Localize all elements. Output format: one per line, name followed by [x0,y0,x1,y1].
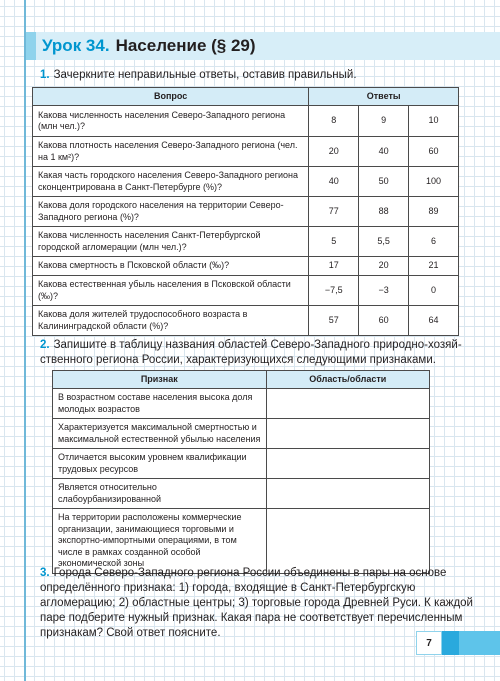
table-row [53,449,430,479]
answer-option[interactable]: −3 [359,276,409,306]
table-row [53,419,430,449]
answer-option[interactable]: 40 [309,167,359,197]
answer-option[interactable]: 50 [359,167,409,197]
table-row [33,106,459,137]
table-row [53,479,430,509]
answer-option[interactable]: 9 [359,106,409,137]
answer-option[interactable]: 6 [409,227,459,257]
table-row [53,509,430,574]
answer-option[interactable]: 77 [309,197,359,227]
sign-cell: Отличается высоким уровнем квалификации трудовых ресурсов [53,449,267,479]
answers-table [32,87,459,336]
answer-option[interactable]: 100 [409,167,459,197]
column-header-answers: Ответы [309,88,459,106]
question-cell: Какова естественная убыль населения в Псковской области (‰)? [33,276,309,306]
sign-cell: Является относительно слабоурбанизированной [53,479,267,509]
lesson-label: Урок 34. [42,36,110,55]
table-row [33,167,459,197]
region-answer-cell[interactable] [266,449,429,479]
answer-option[interactable]: 0 [409,276,459,306]
table-row [33,257,459,276]
question-cell: Какова смертность в Псковской области (‰)? [33,257,309,276]
answer-option[interactable]: 20 [359,257,409,276]
task-2-prompt [40,338,476,368]
answer-option[interactable]: 64 [409,306,459,336]
page-accent-strip [442,631,459,655]
page-accent-strip [459,631,500,655]
regions-table [52,370,430,574]
sign-cell: Характеризуется максимальной смертностью и максимальной естественной убылью населения [53,419,267,449]
table-row [33,227,459,257]
table-row [33,197,459,227]
answer-option[interactable]: 88 [359,197,409,227]
region-answer-cell[interactable] [266,479,429,509]
answer-option[interactable]: 60 [359,306,409,336]
table-row [33,306,459,336]
lesson-topic: Население (§ 29) [115,36,256,55]
column-header-regions: Область/области [266,371,429,389]
lesson-header [26,32,500,60]
question-cell: Какова численность населения Северо-Западного региона (млн чел.)? [33,106,309,137]
answer-option[interactable]: 5 [309,227,359,257]
region-answer-cell[interactable] [266,419,429,449]
margin-line [24,0,26,681]
answer-option[interactable]: 21 [409,257,459,276]
answer-option[interactable]: 60 [409,137,459,167]
task-3-prompt [40,566,476,641]
table-row [33,276,459,306]
answer-option[interactable]: 17 [309,257,359,276]
table-row [53,389,430,419]
task-number: 3. [40,567,50,579]
task-1-prompt [40,68,480,83]
question-cell: Какова плотность населения Северо-Западного региона (чел. на 1 км²)? [33,137,309,167]
task-number: 1. [40,69,50,81]
region-answer-cell[interactable] [266,509,429,574]
question-cell: Какова численность населения Санкт-Петербургской городской агломерации (млн чел.)? [33,227,309,257]
question-cell: Какая часть городского населения Северо-Западного региона сконцентрирована в Санкт-Петербурге (%)? [33,167,309,197]
region-answer-cell[interactable] [266,389,429,419]
answer-option[interactable]: 57 [309,306,359,336]
table-row [33,137,459,167]
answer-option[interactable]: 89 [409,197,459,227]
page-title [42,36,256,56]
answer-option[interactable]: −7,5 [309,276,359,306]
sign-cell: В возрастном составе населения высока доля молодых возрастов [53,389,267,419]
header-accent-strip [26,32,36,60]
column-header-sign: Признак [53,371,267,389]
answer-option[interactable]: 5,5 [359,227,409,257]
sign-cell: На территории расположены коммерческие организации, занимающиеся торговыми и экспортно-импортными операциями, в том числе в рамках созданной особой экономической зоны [53,509,267,574]
answer-option[interactable]: 20 [309,137,359,167]
task-number: 2. [40,339,50,351]
question-cell: Какова доля городского населения на территории Северо-Западного региона (%)? [33,197,309,227]
question-cell: Какова доля жителей трудоспособного возраста в Калининградской области (%)? [33,306,309,336]
answer-option[interactable]: 8 [309,106,359,137]
task-text: Города Северо-Западного региона России объединены в пары на основе определённого признака: 1) города, входящие в Санкт-Петербургскую агломерацию; 2) областные центры; 3) торговые города Древней Руси. К каждой паре подберите нужный признак. Какая пара не соответствует перечисленным признакам? Свой ответ поясните. [40,567,473,639]
page-number: 7 [416,631,442,655]
task-text: Запишите в таблицу названия областей Северо-Западного природно-хозяйственного региона России, характеризующихся следующими признаками. [40,339,462,366]
answer-option[interactable]: 40 [359,137,409,167]
column-header-question: Вопрос [33,88,309,106]
task-text: Зачеркните неправильные ответы, оставив правильный. [53,69,357,81]
answer-option[interactable]: 10 [409,106,459,137]
